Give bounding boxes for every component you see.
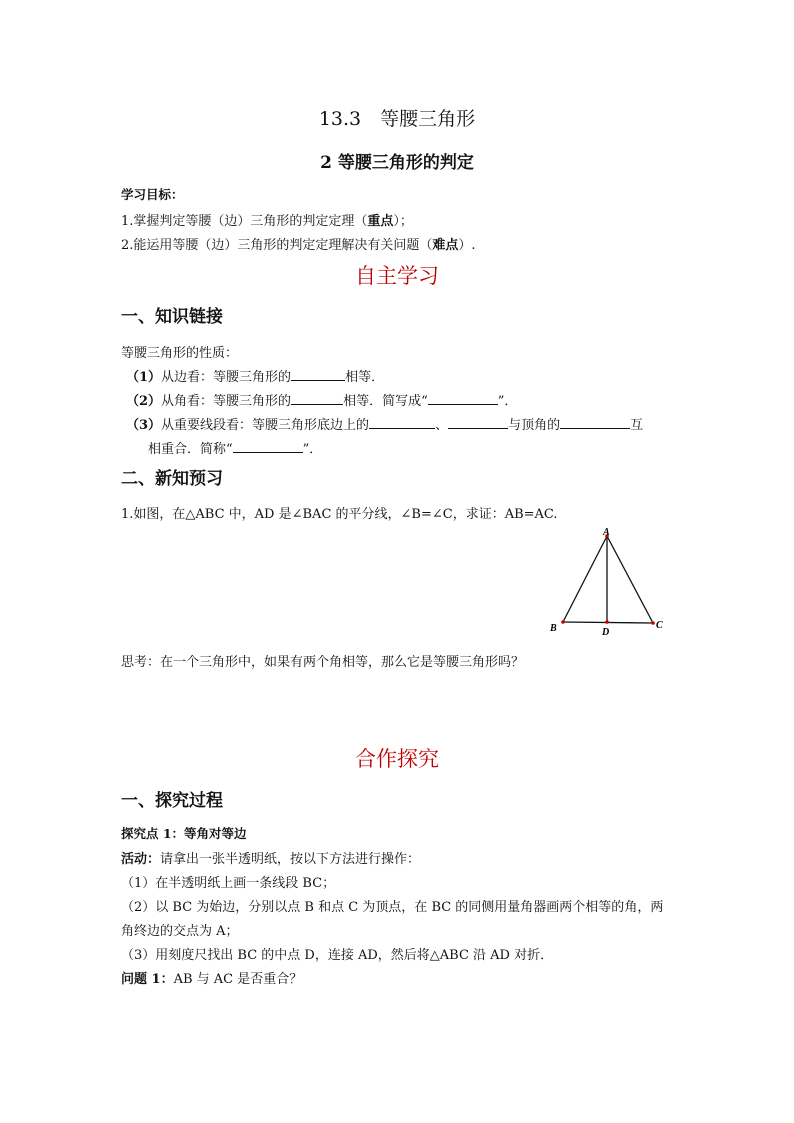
property-3-text-b: 、 — [435, 418, 449, 433]
point-c — [651, 621, 655, 625]
objective-2-text: 2.能运用等腰（边）三角形的判定定理解决有关问题（ — [121, 238, 433, 253]
activity-text: 请拿出一张半透明纸，按以下方法进行操作： — [160, 852, 421, 867]
property-2-text-c: ”． — [497, 394, 518, 409]
objective-1-end: ）； — [393, 214, 413, 229]
property-1-text-b: 相等． — [345, 370, 385, 385]
activity — [121, 848, 420, 867]
blank-field[interactable] — [428, 392, 498, 405]
step-2-line-1: （2）以 BC 为始边，分别以点 B 和点 C 为顶点，在 BC 的同侧用量角器画两个相等的角，两 — [121, 900, 664, 915]
property-1 — [126, 366, 384, 385]
section-knowledge-link: 一、知识链接 — [121, 307, 223, 327]
label-c: C — [656, 620, 663, 631]
side-ab — [563, 536, 607, 622]
properties-intro: 等腰三角形的性质： — [121, 346, 239, 361]
objective-2-key: 难点 — [432, 238, 459, 253]
question-label: 问题 1： — [121, 972, 174, 987]
side-ac — [607, 536, 653, 623]
property-3-text-c: 与顶角的 — [508, 418, 561, 433]
label-d: D — [602, 627, 610, 638]
objective-2 — [121, 234, 476, 253]
label-b: B — [550, 623, 557, 634]
objective-1-text: 1.掌握判定等腰（边）三角形的判定定理（ — [121, 214, 368, 229]
triangle-figure — [540, 524, 680, 640]
question-1-block — [121, 968, 302, 987]
question-text: AB 与 AC 是否重合？ — [173, 972, 303, 987]
blank-field[interactable] — [369, 416, 435, 429]
blank-field[interactable] — [560, 416, 630, 429]
property-3-line2-b: ”． — [302, 442, 323, 457]
step-1: （1）在半透明纸上画一条线段 BC； — [121, 876, 336, 891]
property-3-text-d: 互 — [630, 418, 644, 433]
explore-point-1: 探究点 1：等角对等边 — [121, 826, 247, 841]
point-b — [561, 620, 565, 624]
question-1: 1.如图，在△ABC 中，AD 是∠BAC 的平分线，∠B=∠C，求证：AB=AC. — [121, 507, 558, 522]
property-3-line2-a: 相重合．简称“ — [148, 442, 233, 457]
property-2-text-b: 相等．简写成“ — [343, 394, 428, 409]
property-1-text-a: 从边看：等腰三角形的 — [161, 370, 292, 385]
lesson-subtitle: 2 等腰三角形的判定 — [320, 153, 474, 173]
property-3 — [126, 414, 643, 433]
property-2-text-a: 从角看：等腰三角形的 — [161, 394, 292, 409]
property-3-text-a: 从重要线段看：等腰三角形底边上的 — [161, 418, 370, 433]
step-2-line-2: 角终边的交点为 A； — [121, 924, 239, 939]
self-study-heading: 自主学习 — [355, 264, 439, 288]
property-3-line2 — [148, 438, 322, 457]
property-2-num: （2） — [126, 394, 162, 409]
section-explore-process: 一、探究过程 — [121, 791, 223, 811]
objective-1 — [121, 210, 413, 229]
point-d — [605, 620, 609, 624]
property-2 — [126, 390, 517, 409]
section-new-preview: 二、新知预习 — [121, 469, 223, 489]
blank-field[interactable] — [291, 368, 345, 381]
objective-2-end: ）. — [458, 238, 476, 253]
think-question: 思考：在一个三角形中，如果有两个角相等，那么它是等腰三角形吗？ — [121, 655, 525, 670]
lesson-title: 13.3 等腰三角形 — [318, 108, 476, 130]
step-3: （3）用刻度尺找出 BC 的中点 D，连接 AD，然后将△ABC 沿 AD 对折． — [121, 948, 554, 963]
blank-field[interactable] — [233, 440, 303, 453]
label-a: A — [603, 527, 610, 538]
activity-label: 活动： — [121, 852, 161, 867]
property-1-num: （1） — [126, 370, 162, 385]
objectives-label: 学习目标： — [121, 187, 184, 202]
blank-field[interactable] — [291, 392, 343, 405]
blank-field[interactable] — [448, 416, 508, 429]
property-3-num: （3） — [126, 418, 162, 433]
cooperative-heading: 合作探究 — [355, 747, 439, 771]
objective-1-key: 重点 — [367, 214, 394, 229]
